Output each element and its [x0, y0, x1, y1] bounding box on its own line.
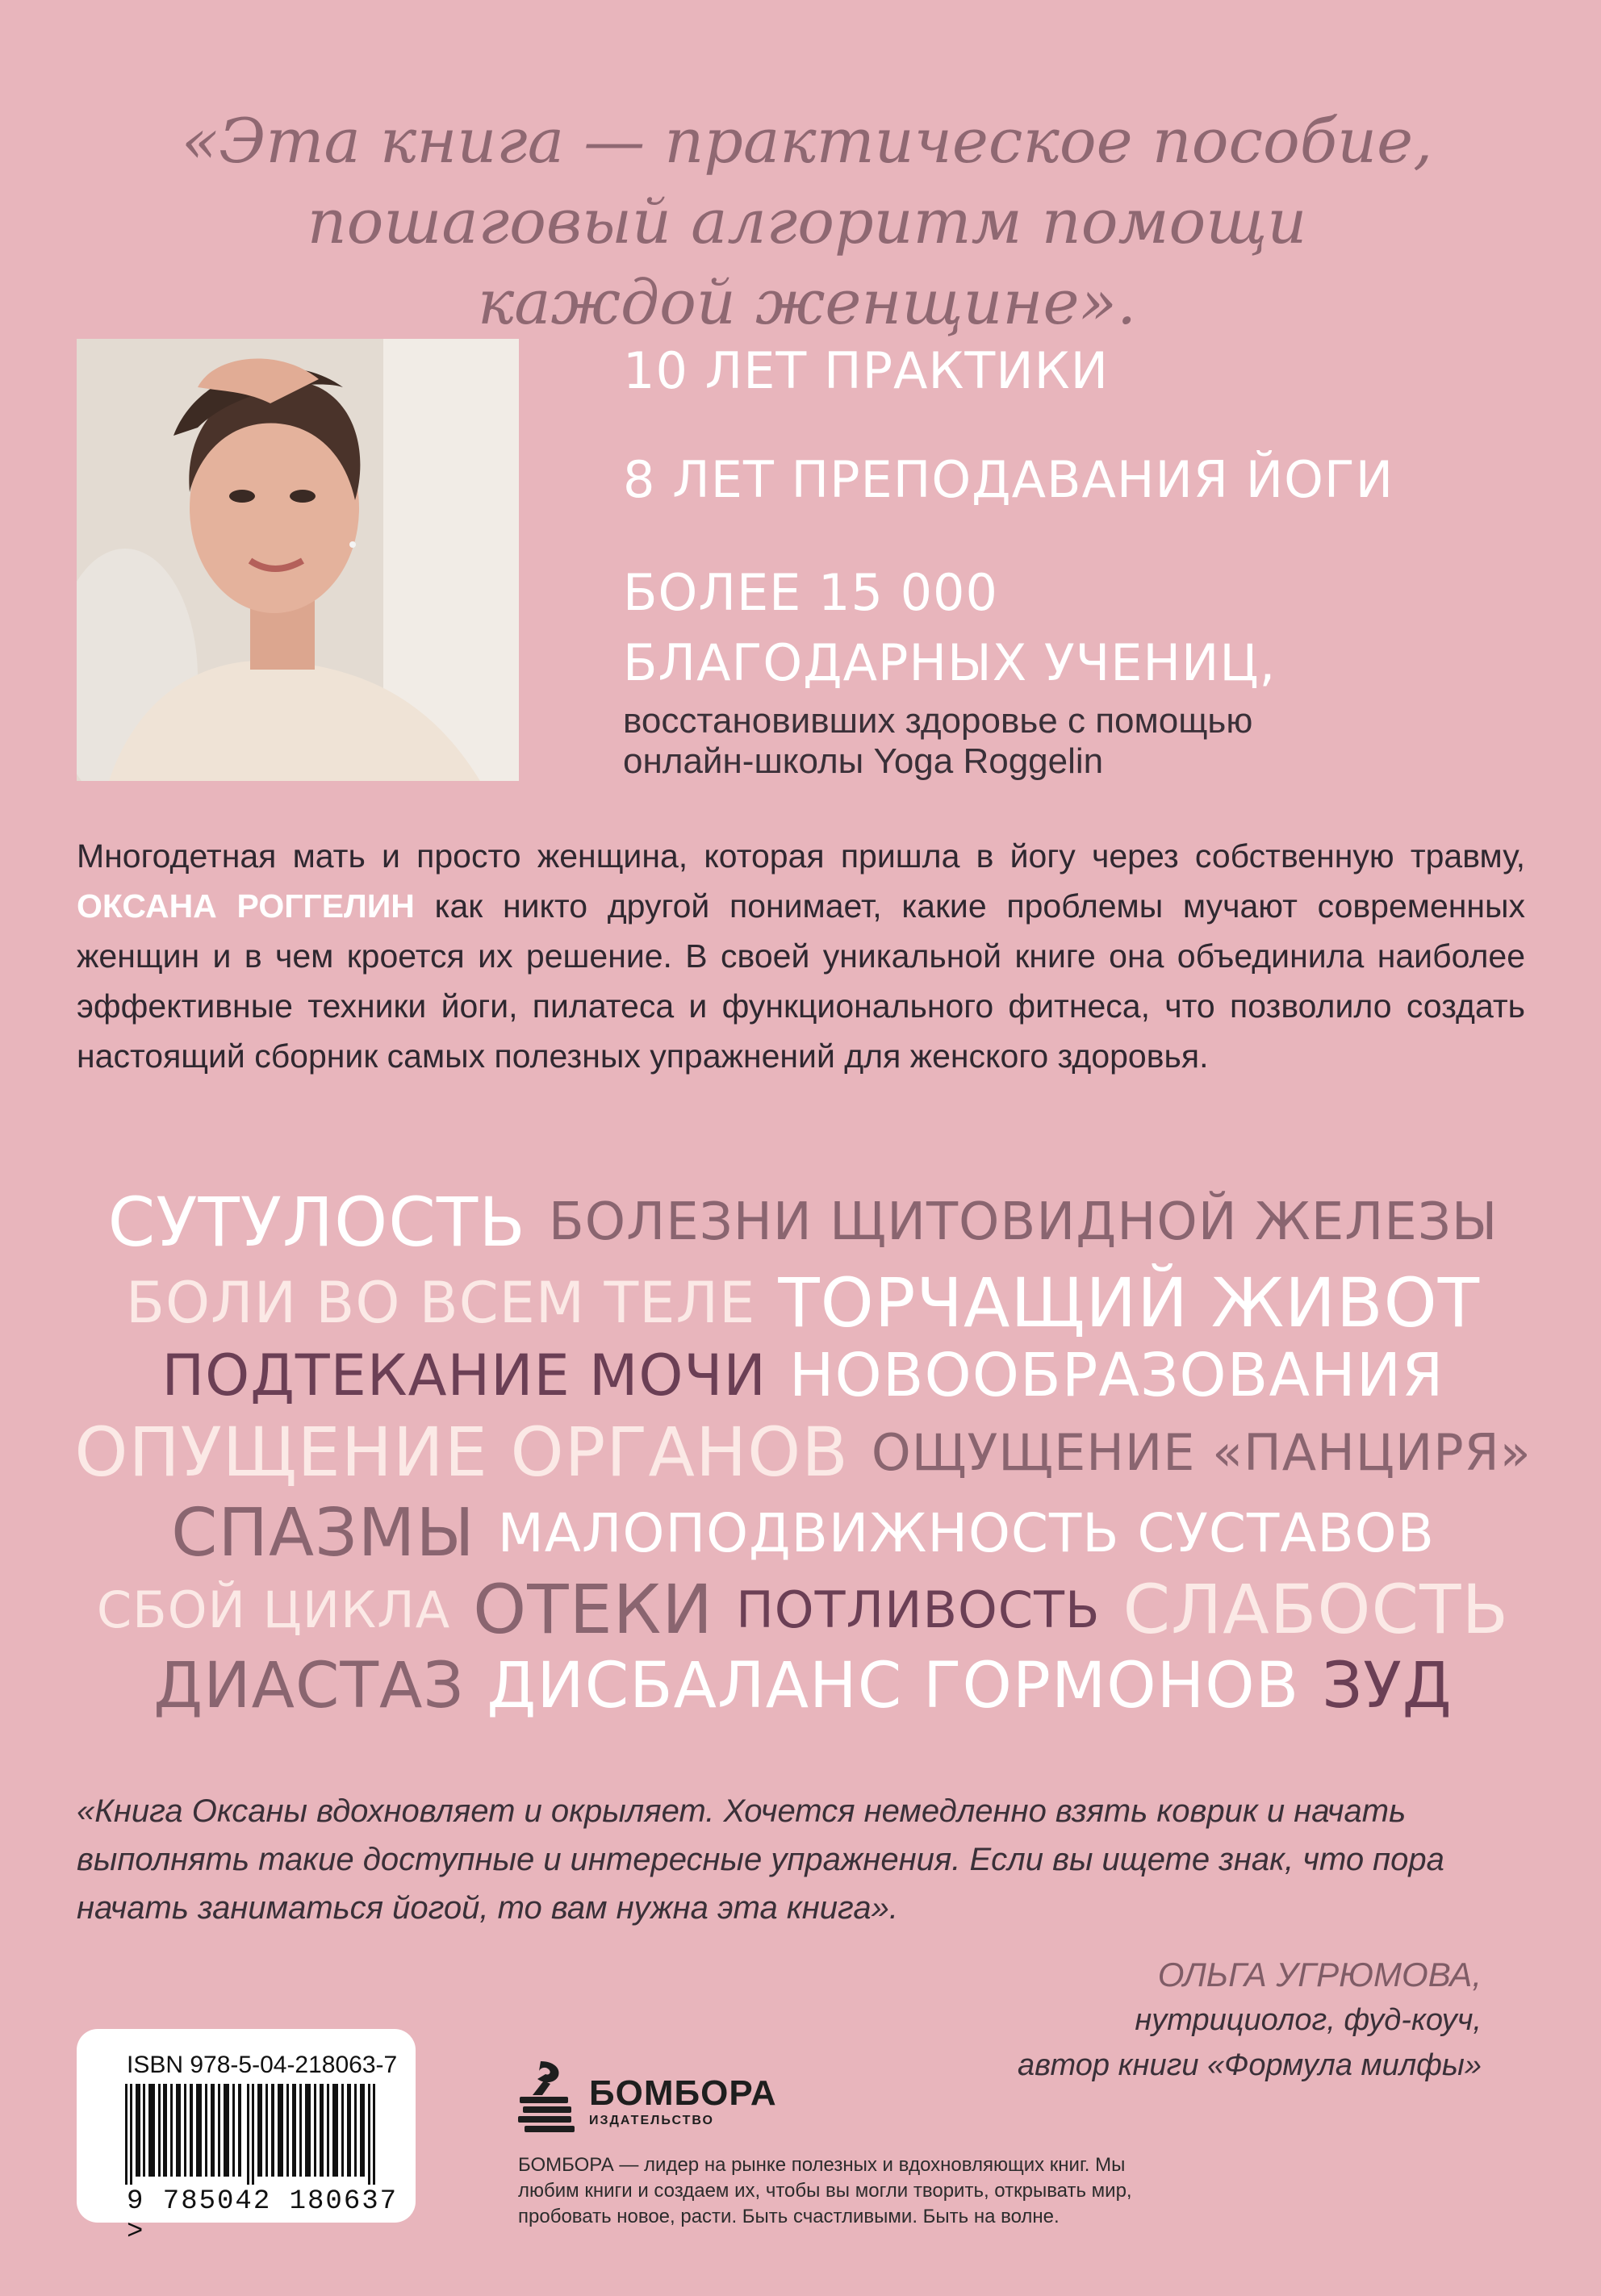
- reviewer-credit: [1018, 1952, 1482, 2088]
- cloud-word: МАЛОПОДВИЖНОСТЬ СУСТАВОВ: [497, 1501, 1435, 1564]
- cloud-word: НОВООБРАЗОВАНИЯ: [788, 1341, 1444, 1410]
- review-quote: «Книга Оксаны вдохновляет и окрыляет. Хочется немедленно взять коврик и начать выполнять такие доступные и интересные упражнения. Если вы ищете знак, что пора начать заниматься йогой, то вам нужна эта книга».: [77, 1793, 1444, 1926]
- bio-text-start: Многодетная мать и просто женщина, которая пришла в йогу через собственную травму,: [77, 837, 1525, 875]
- bio-text-end: как никто другой понимает, какие проблемы мучают современных женщин и в чем кроется их решение. В своей уникальной книге она объединила наиболее эффективные техники йоги, пилатеса и функционального фитнеса, что позволило создать настоящий сборник самых полезных упражнений для женского здоровья.: [77, 887, 1525, 1075]
- reviewer-book: автор книги «Формула милфы»: [1018, 2048, 1482, 2082]
- cloud-row: [77, 1488, 1529, 1577]
- cloud-word: ОЩУЩЕНИЕ «ПАНЦИРЯ»: [871, 1422, 1532, 1482]
- cloud-word: БОЛИ ВО ВСЕМ ТЕЛЕ: [125, 1270, 756, 1336]
- cloud-word: СУТУЛОСТЬ: [107, 1183, 526, 1262]
- cloud-row: [77, 1331, 1529, 1420]
- isbn-label: ISBN 978-5-04-218063-7: [127, 2052, 398, 2078]
- cloud-word: СПАЗМЫ: [171, 1494, 475, 1572]
- barcode-bars: [125, 2084, 375, 2185]
- cloud-row: [77, 1642, 1529, 1730]
- cloud-word: СЛАБОСТЬ: [1122, 1570, 1510, 1649]
- fact-practice: 10 ЛЕТ ПРАКТИКИ: [623, 341, 1110, 400]
- cloud-word: СБОЙ ЦИКЛА: [96, 1580, 451, 1639]
- publisher-logo-icon: [516, 2061, 581, 2138]
- cloud-word: ДИСБАЛАНС ГОРМОНОВ: [487, 1650, 1300, 1722]
- quote-line: «Эта книга — практическое пособие,: [181, 105, 1433, 177]
- barcode-digits: 9 785042 180637 >: [127, 2186, 399, 2248]
- cloud-word: ОПУЩЕНИЕ ОРГАНОВ: [74, 1413, 849, 1492]
- cloud-word: ЗУД: [1322, 1650, 1453, 1722]
- fact-students-line1: БОЛЕЕ 15 000: [623, 563, 998, 622]
- author-photo: [77, 339, 519, 781]
- reviewer-role: нутрициолог, фуд-коуч,: [1135, 2003, 1482, 2037]
- cloud-word: БОЛЕЗНИ ЩИТОВИДНОЙ ЖЕЛЕЗЫ: [548, 1192, 1499, 1252]
- reviewer-name: ОЛЬГА УГРЮМОВА,: [1157, 1956, 1482, 1993]
- author-bio: [77, 831, 1525, 1081]
- fact-students-sub1: восстановивших здоровье с помощью: [623, 701, 1253, 741]
- barcode-panel: [77, 2029, 416, 2248]
- cloud-word: ПОДТЕКАНИЕ МОЧИ: [161, 1342, 767, 1409]
- cloud-word: ТОРЧАЩИЙ ЖИВОТ: [778, 1263, 1481, 1342]
- cloud-row: [77, 1178, 1529, 1267]
- cover-quote: [129, 101, 1485, 343]
- fact-students-sub2: онлайн-школы Yoga Roggelin: [623, 741, 1104, 781]
- publisher-blurb: БОМБОРА — лидер на рынке полезных и вдохновляющих книг. Мы любим книги и создаем их, чтобы вы могли творить, открывать мир, пробовать новое, расти. Быть счастливыми. Быть на волне.: [518, 2154, 1132, 2227]
- cloud-row: [74, 1408, 1532, 1497]
- quote-line: каждой женщине».: [477, 266, 1137, 338]
- fact-students-line2: БЛАГОДАРНЫХ УЧЕНИЦ,: [623, 633, 1277, 692]
- quote-line: пошаговый алгоритм помощи: [307, 186, 1307, 257]
- fact-teaching: 8 ЛЕТ ПРЕПОДАВАНИЯ ЙОГИ: [623, 450, 1394, 509]
- cloud-row: [77, 1565, 1529, 1654]
- author-portrait-image: [77, 339, 519, 781]
- publisher-name: БОМБОРА: [589, 2073, 777, 2113]
- author-name: ОКСАНА РОГГЕЛИН: [77, 887, 415, 925]
- cloud-word: ДИАСТАЗ: [153, 1650, 465, 1722]
- cloud-word: ПОТЛИВОСТЬ: [736, 1580, 1101, 1639]
- cloud-word: ОТЕКИ: [473, 1570, 714, 1649]
- publisher-subtitle: ИЗДАТЕЛЬСТВО: [589, 2114, 714, 2127]
